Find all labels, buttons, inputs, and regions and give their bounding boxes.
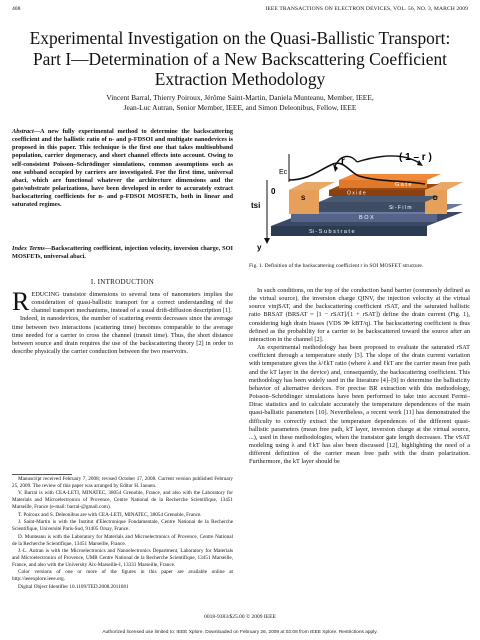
footnote: V. Barral is with CEA-LETI, MINATEC, 38054 Grenoble, France, and also with the Laboratory for Materials and Microelectronics of Provence, Centre National de la Recherche Scientifique, 13451 Marseille, France (e-mail: barral-@gmail.com). (12, 490, 233, 511)
label-zero: 0 (271, 187, 276, 196)
abstract (12, 128, 233, 210)
gate-front (339, 180, 427, 188)
footnotes (12, 476, 233, 591)
footnote: Color versions of one or more of the figures in this paper are available online at http://ieeexplore.ieee.org. (12, 569, 233, 583)
label-ec: Ec (279, 169, 288, 176)
index-terms-label: Index Terms (12, 245, 45, 252)
index-terms-text: —Backscattering coefficient, injection velocity, inversion charge, SOI MOSFETs, universal abaci. (12, 245, 233, 261)
footnote-rule (12, 474, 72, 475)
author-line-2: Jean-Luc Autran, Senior Member, IEEE, and Simon Deleonibus, Fellow, IEEE (123, 102, 357, 112)
source-front (289, 190, 319, 214)
label-gate: G a t e (395, 182, 412, 188)
abstract-label: Abstract (12, 128, 34, 135)
running-header (12, 6, 468, 16)
footnote: T. Poiroux and S. Deleonibus are with CEA-LETI, MINATEC, 38054 Grenoble, France. (18, 511, 202, 518)
gate-layer (339, 174, 441, 180)
label-oxide: O x i d e (347, 190, 366, 197)
license-notice: Authorized licensed use limited to: IEEE Xplore. Downloaded on February 26, 2009 at 02:08 from IEEE Xplore. Restrictions apply. (102, 630, 378, 635)
author-line-1: Vincent Barral, Thierry Poiroux, Jérôme Saint-Martin, Daniela Munteanu, Member, IEEE, (106, 93, 374, 102)
page-number: 408 (12, 6, 21, 12)
label-box: B O X (359, 215, 374, 221)
figure-1 (249, 150, 470, 256)
figure-caption: Fig. 1. Definition of the backscattering coefficient r in SOI MOSFET structure. (249, 263, 424, 269)
source-region (289, 182, 335, 190)
journal-header: IEEE TRANSACTIONS ON ELECTRON DEVICES, VOL. 56, NO. 3, MARCH 2009 (265, 6, 468, 12)
paper-title: Experimental Investigation on the Quasi-Ballistic Transport: Part I—Determination of a New Backscattering Coefficient Extraction Methodology (29, 28, 451, 89)
footnote: Manuscript received February 7, 2008; revised October 17, 2008. Current version published February 25, 2009. The review of this paper was arranged by Editor H. Jaouen. (12, 476, 233, 489)
label-s: S (301, 195, 306, 202)
label-y: y (257, 243, 262, 252)
right-column-body (249, 287, 470, 466)
backscatter-arrow (335, 156, 357, 166)
intro-paragraph-2: Indeed, in nanodevices, the number of scattering events decreases since the average time between two interactions (scattering time) becomes comparable to the average time needed for a carrier to cross the channel (transit time). Thus, the short distance between source and drain requires the use of the backscattering theory [2] in order to describe physically the carrier conduction between the two reservoirs. (12, 315, 233, 356)
oxide-front (329, 190, 425, 196)
si-film-layer (319, 196, 439, 202)
drop-cap: R (12, 287, 30, 316)
intro-paragraph-1-text: EDUCING transistor dimensions to several tens of nanometers implies the consideration of quasi-ballistic transport for a correct understanding of the channel transport mechanisms, instead of a usual drift-diffusion description [1]. (31, 291, 233, 315)
footnote: Digital Object Identifier 10.1109/TED.2008.2011681 (18, 583, 129, 590)
footnote: J.-L. Autran is with the Microelectronics and Nanoelectronics Department, Laboratory for Materials and Microelectronics of Provence, UMR Centre National de la Recherche Scientifique, 13451 Marseille, France, and also with the University Aix-Marseille-I, 13331 Marseille, France. (12, 548, 233, 568)
label-r: r (341, 156, 345, 167)
label-one-minus-r: ( 1 – r ) (399, 152, 432, 163)
right-paragraph-2: An experimental methodology has been proposed to evaluate the saturated rSAT coefficient through a temperature study [3]. The slope of the drain current variation with temperature gives the λ/ℓkT ratio (where λ and ℓkT are the carrier mean free path and the kT layer in the device) and, consequently, the backscattering coefficient. This methodology has been widely used in the literature [4]–[9] to determine the ballisticity behavior of alternative devices. For precise BR extraction with this methodology, Poisson–Schrödinger simulations have been performed to take into account Fermi–Dirac statistics and to calculate accurately the temperature dependences of the main quasi-ballistic parameters [10]. Nevertheless, a recent work [11] has demonstrated the difficulty to correctly extract the temperature dependences of the different quasi-ballistic parameters (mean free path, kT layer, inversion charge at the virtual source, ...), used in these methodologies, when the transistor gate length decreases. The vSAT modeling using λ and ℓkT has also been discussed [12], highlighting the need of a different definition of the carrier mean free path with the drain polarization. Furthermore, the kT layer should be (249, 344, 470, 466)
intro-paragraph-1 (12, 287, 233, 316)
label-sifilm: Si - F i l m (389, 205, 412, 211)
footnote: D. Munteanu is with the Laboratory for Materials and Microelectronics of Provence, Centre National de la Recherche Scientifique, 13451 Marseille, France. (12, 533, 233, 547)
index-terms (12, 245, 233, 261)
soi-mosfet-diagram (249, 150, 470, 256)
y-axis-arrow (264, 238, 270, 244)
label-d: D (433, 195, 438, 202)
footnote: J. Saint-Martin is with the Institut d'Electronique Fondamentale, Centre National de la Recherche Scientifique, Université Paris-Sud, 91405 Orsay, France. (12, 519, 233, 533)
copyright-line: 0018-9383/$25.00 © 2009 IEEE (204, 614, 276, 620)
abstract-text: —A new fully experimental method to determine the backscattering coefficient and the ballistic ratio of n- and p-FDSOI and multigate nanodevices is proposed in this paper. This technique is the first one that takes multisubband population, carrier degeneracy, and short channel effects into account. Owing to self-consistent Poisson–Schrödinger simulations, common assumptions such as one subband occupied by carriers are investigated. For the first time, universal abaci, which are functional whatever the architecture dimensions and the gate/substrate polarizations, have been developed in order to accurately extract backscattering coefficients for n- and p-FDSOI MOSFETs, both in linear and saturated regimes. (12, 128, 233, 209)
section-heading: I. INTRODUCTION (90, 278, 155, 286)
label-substrate: Si - S u b s t r a t e (309, 229, 355, 235)
intro-body (12, 287, 233, 356)
right-paragraph-1: In such conditions, on the top of the conduction band barrier (commonly defined as the virtual source), the inversion charge QINV, the injection velocity at the virtual source vinjSAT, and the backscattering coefficient rSAT, and the saturated ballistic ratio BRSAT (BRSAT = [1 − rSAT]/[1 + rSAT]) define the drain current (Fig. 1), considering high drain biases (VDS ≫ kBT/q). The backscattering coefficient is thus defined as the probability for a carrier to be backscattered toward the source after an interaction in the channel [2]. (249, 287, 470, 343)
author-list (20, 93, 460, 112)
label-tsi: tsi (251, 201, 261, 210)
drain-front (425, 190, 447, 214)
